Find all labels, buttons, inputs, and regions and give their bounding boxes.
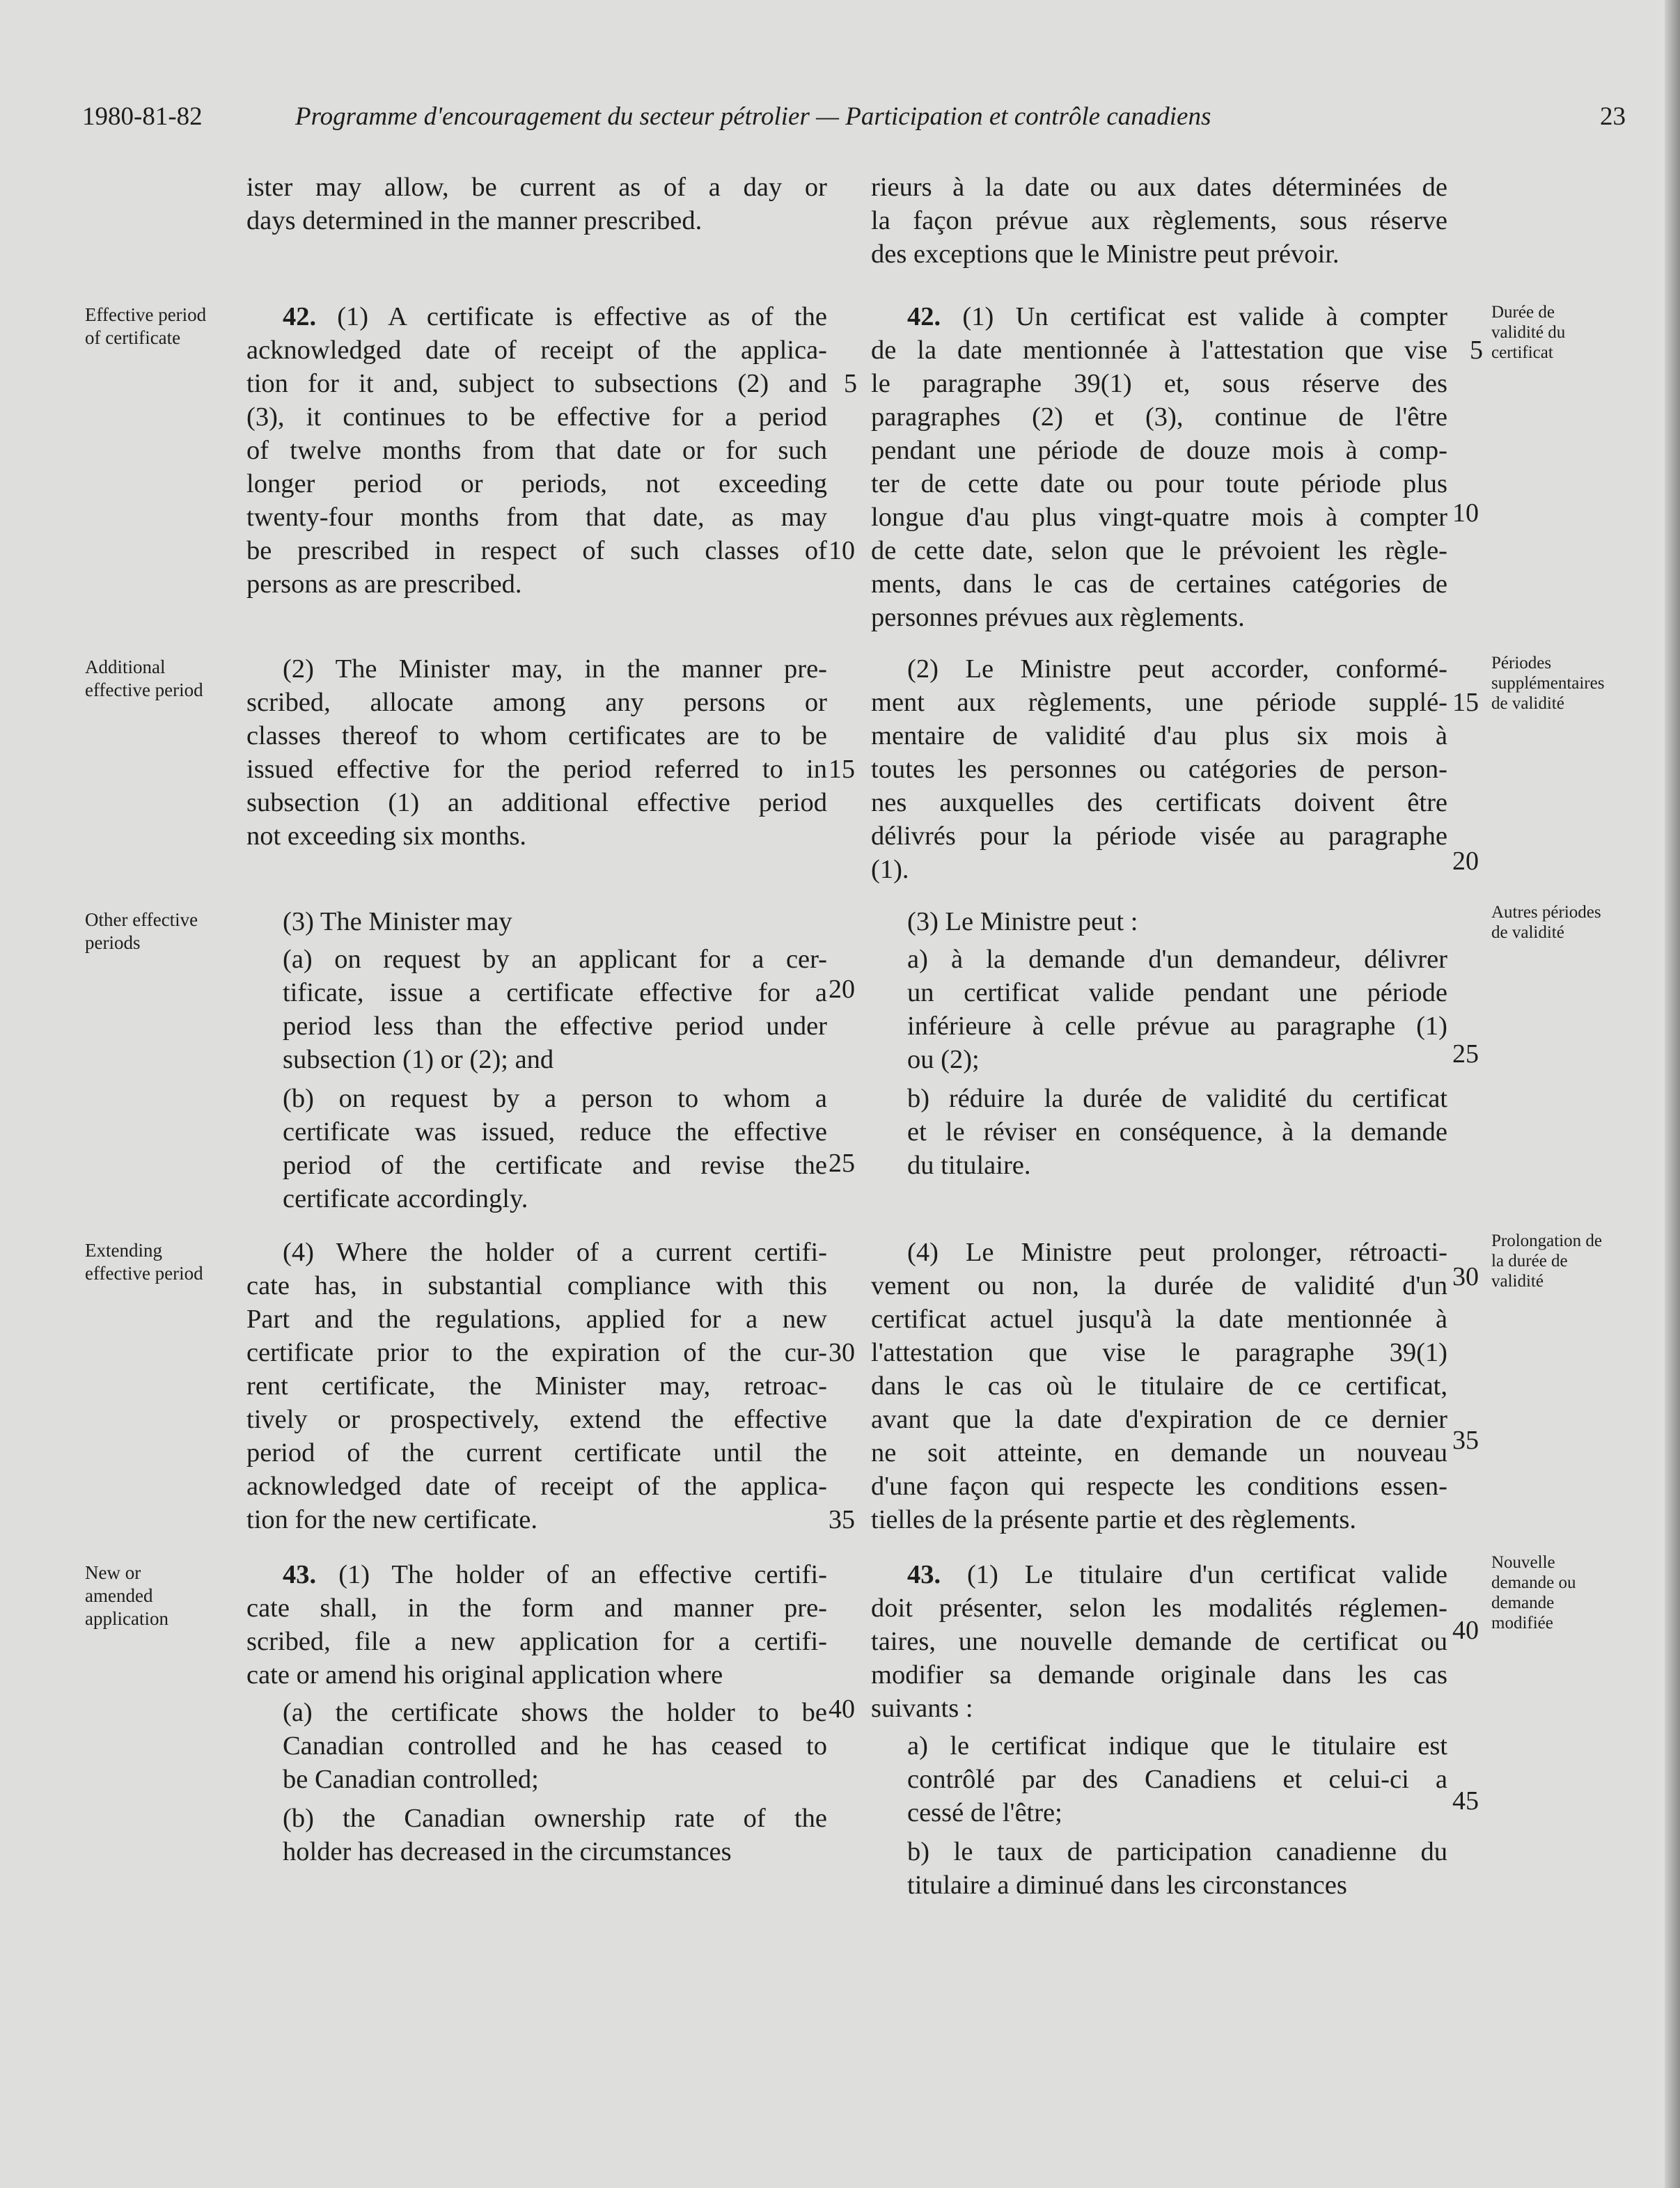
text-line: tion for the new certificate.: [246, 1505, 537, 1534]
text-line: persons as are prescribed.: [246, 569, 522, 599]
text-line: pendant une période de douze mois à comp-: [871, 436, 1447, 465]
text-line: [871, 1558, 1447, 1591]
line-number: 5: [844, 369, 857, 398]
line-number: 10: [1452, 498, 1479, 528]
line-number: 45: [1452, 1786, 1479, 1816]
note-line: Effective period: [85, 304, 207, 325]
text-span: (1) Le titulaire d'un certificat valide: [966, 1560, 1448, 1589]
line-number: 40: [1452, 1616, 1479, 1645]
line-number: 40: [829, 1694, 855, 1724]
fr-paragraph-b: [871, 1082, 1447, 1182]
en-section-43-1: [246, 1558, 827, 1868]
text-line: (a) on request by an applicant for a cer-: [283, 945, 827, 974]
text-line: tificate, issue a certificate effective for a: [283, 978, 827, 1007]
text-line: period of the certificate and revise the: [283, 1151, 827, 1180]
line-number: 30: [1452, 1262, 1479, 1291]
text-line: (3), it continues to be effective for a period: [246, 402, 827, 432]
text-line: of twelve months from that date or for such: [246, 436, 827, 465]
note-line: Nouvelle: [1491, 1553, 1555, 1572]
text-line: cate has, in substantial compliance with this: [246, 1271, 827, 1300]
text-line: délivrés pour la période visée au paragraphe: [871, 821, 1447, 851]
line-number: 20: [829, 975, 855, 1004]
note-line: application: [85, 1608, 168, 1629]
text-line: tively or prospectively, extend the effective: [246, 1405, 827, 1434]
note-line: Périodes: [1491, 654, 1552, 672]
text-line: de la date mentionnée à l'attestation que vise: [871, 336, 1447, 365]
text-line: a) à la demande d'un demandeur, délivrer: [907, 945, 1447, 974]
text-line: period less than the effective period under: [283, 1012, 827, 1041]
text-line: modifier sa demande originale dans les cas: [871, 1660, 1447, 1690]
en-section-42-4: [246, 1236, 827, 1536]
text-line: b) le taux de participation canadienne du: [907, 1837, 1447, 1866]
note-line: demande: [1491, 1593, 1555, 1612]
text-line: longer period or periods, not exceeding: [246, 469, 827, 498]
note-line: supplémentaires: [1491, 674, 1605, 693]
en-paragraph-a: [246, 1696, 827, 1796]
note-line: effective period: [85, 679, 203, 700]
note-line: effective period: [85, 1263, 203, 1284]
text-line: cate or amend his original application where: [246, 1660, 723, 1690]
text-line: certificate accordingly.: [283, 1184, 528, 1213]
text-span: (1) A certificate is effective as of the: [337, 302, 827, 331]
fr-section-42-4: [871, 1236, 1447, 1536]
text-line: rent certificate, the Minister may, retroac-: [246, 1371, 827, 1401]
text-line: titulaire a diminué dans les circonstances: [907, 1871, 1347, 1900]
text-line: not exceeding six months.: [246, 821, 527, 851]
line-number: 25: [829, 1149, 855, 1178]
text-line: ments, dans le cas de certaines catégories de: [871, 569, 1447, 599]
text-line: certificat actuel jusqu'à la date mentionnée à: [871, 1305, 1447, 1334]
marginal-note-en: [85, 656, 238, 702]
text-line: cessé de l'être;: [907, 1798, 1062, 1827]
marginal-note-fr: [1491, 653, 1638, 714]
text-line: (3) Le Ministre peut :: [907, 907, 1138, 936]
text-line: a) le certificat indique que le titulaire est: [907, 1731, 1447, 1761]
text-line: be Canadian controlled;: [283, 1765, 539, 1794]
text-line: mentaire de validité d'au plus six mois à: [871, 721, 1447, 750]
note-line: de validité: [1491, 694, 1564, 713]
text-line: (b) on request by a person to whom a: [283, 1084, 827, 1113]
running-header: [0, 102, 1680, 143]
text-line: be prescribed in respect of such classes of: [246, 536, 827, 565]
section-number: 43.: [907, 1560, 941, 1589]
en-continuation: [246, 171, 827, 237]
marginal-note-fr: [1491, 1231, 1638, 1291]
marginal-note-fr: [1491, 902, 1638, 943]
text-line: certificate prior to the expiration of the cur-: [246, 1338, 827, 1367]
text-line: le paragraphe 39(1) et, sous réserve des: [871, 369, 1447, 398]
header-title: Programme d'encouragement du secteur pétrolier — Participation et contrôle canadiens: [295, 102, 1211, 131]
text-line: ment aux règlements, une période supplé-: [871, 688, 1447, 717]
text-line: tion for it and, subject to subsections (2) and: [246, 369, 827, 398]
text-line: acknowledged date of receipt of the applica-: [246, 1472, 827, 1501]
note-line: la durée de: [1491, 1252, 1568, 1270]
line-number: 15: [1452, 688, 1479, 717]
text-line: inférieure à celle prévue au paragraphe (1): [907, 1012, 1447, 1041]
text-line: avant que la date d'expiration de ce dernier: [871, 1405, 1447, 1434]
note-line: amended: [85, 1585, 153, 1606]
text-line: paragraphes (2) et (3), continue de l'être: [871, 402, 1447, 432]
text-line: d'une façon qui respecte les conditions essen-: [871, 1472, 1447, 1501]
section-number: 42.: [907, 302, 941, 331]
text-line: (3) The Minister may: [283, 907, 512, 936]
note-line: validité: [1491, 1272, 1544, 1291]
note-line: Durée de: [1491, 303, 1555, 322]
text-line: (2) The Minister may, in the manner pre-: [283, 654, 827, 684]
text-line: personnes prévues aux règlements.: [871, 603, 1245, 632]
section-number: 42.: [283, 302, 317, 331]
note-line: Autres périodes: [1491, 903, 1601, 922]
line-number: 5: [1470, 336, 1483, 365]
text-line: doit présenter, selon les modalités réglemen-: [871, 1593, 1447, 1623]
line-number: 10: [829, 536, 855, 565]
text-line: acknowledged date of receipt of the applica-: [246, 336, 827, 365]
note-line: of certificate: [85, 327, 181, 348]
text-line: toutes les personnes ou catégories de person-: [871, 755, 1447, 784]
header-year: 1980-81-82: [82, 102, 203, 131]
text-line: tielles de la présente partie et des règlements.: [871, 1505, 1356, 1534]
text-line: (1).: [871, 855, 909, 884]
line-number: 35: [1452, 1426, 1479, 1455]
marginal-note-en: [85, 1561, 238, 1630]
text-line: (a) the certificate shows the holder to be: [283, 1698, 827, 1727]
text-line: la façon prévue aux règlements, sous réserve: [871, 206, 1447, 235]
text-line: subsection (1) an additional effective period: [246, 788, 827, 817]
text-line: de cette date, selon que le prévoient les règle-: [871, 536, 1447, 565]
text-line: (b) the Canadian ownership rate of the: [283, 1804, 827, 1833]
text-line: rieurs à la date ou aux dates déterminées de: [871, 173, 1447, 202]
text-line: Canadian controlled and he has ceased to: [283, 1731, 827, 1761]
text-line: twenty-four months from that date, as may: [246, 503, 827, 532]
en-paragraph-a: [246, 943, 827, 1076]
marginal-note-fr: [1491, 302, 1638, 363]
note-line: Other effective: [85, 909, 198, 930]
text-line: [246, 300, 827, 333]
text-line: scribed, allocate among any persons or: [246, 688, 827, 717]
note-line: Prolongation de: [1491, 1231, 1603, 1250]
en-section-42-3: [246, 905, 827, 1215]
text-line: holder has decreased in the circumstances: [283, 1837, 732, 1866]
fr-continuation: [871, 171, 1447, 271]
note-line: demande ou: [1491, 1573, 1576, 1592]
line-number: 20: [1452, 847, 1479, 876]
marginal-note-en: [85, 908, 238, 954]
en-section-42-2: [246, 652, 827, 853]
note-line: de validité: [1491, 923, 1564, 942]
fr-paragraph-b: [871, 1835, 1447, 1902]
note-line: certificat: [1491, 343, 1553, 362]
en-section-42-1: [246, 300, 827, 601]
text-line: subsection (1) or (2); and: [283, 1045, 554, 1074]
text-span: (1) Un certificat est valide à compter: [962, 302, 1447, 331]
fr-paragraph-a: [871, 943, 1447, 1076]
fr-section-42-2: [871, 652, 1447, 886]
text-line: contrôlé par des Canadiens et celui-ci a: [907, 1765, 1447, 1794]
fr-section-43-1: [871, 1558, 1447, 1902]
page-number: 23: [1600, 102, 1626, 131]
text-line: classes thereof to whom certificates are to be: [246, 721, 827, 750]
marginal-note-fr: [1491, 1552, 1638, 1633]
note-line: validité du: [1491, 323, 1566, 342]
text-span: (1) The holder of an effective certifi-: [338, 1560, 827, 1589]
note-line: Extending: [85, 1240, 162, 1261]
text-line: ou (2);: [907, 1045, 980, 1074]
text-line: longue d'au plus vingt-quatre mois à compter: [871, 503, 1447, 532]
text-line: Part and the regulations, applied for a new: [246, 1305, 827, 1334]
text-line: (4) Where the holder of a current certifi-: [283, 1238, 827, 1267]
text-line: period of the current certificate until the: [246, 1438, 827, 1467]
note-line: Additional: [85, 656, 166, 677]
line-number: 35: [829, 1505, 855, 1534]
note-line: periods: [85, 932, 141, 953]
text-line: ter de cette date ou pour toute période plus: [871, 469, 1447, 498]
text-line: nes auxquelles des certificats doivent être: [871, 788, 1447, 817]
text-line: et le réviser en conséquence, à la demande: [907, 1117, 1447, 1147]
fr-section-42-1: [871, 300, 1447, 634]
fr-paragraph-a: [871, 1729, 1447, 1829]
text-line: suivants :: [871, 1694, 973, 1723]
en-paragraph-b: [246, 1802, 827, 1868]
text-line: cate shall, in the form and manner pre-: [246, 1593, 827, 1623]
text-line: certificate was issued, reduce the effective: [283, 1117, 827, 1147]
marginal-note-en: [85, 1239, 238, 1285]
note-line: modifiée: [1491, 1614, 1553, 1632]
text-line: ister may allow, be current as of a day or: [246, 173, 827, 202]
line-number: 30: [829, 1338, 855, 1367]
text-line: scribed, file a new application for a certifi-: [246, 1627, 827, 1656]
text-line: dans le cas où le titulaire de ce certificat,: [871, 1371, 1447, 1401]
page-edge-shadow: [1665, 0, 1680, 2188]
text-line: un certificat valide pendant une période: [907, 978, 1447, 1007]
text-line: [246, 1558, 827, 1591]
line-number: 25: [1452, 1039, 1479, 1069]
en-paragraph-b: [246, 1082, 827, 1215]
fr-section-42-3: [871, 905, 1447, 1182]
text-line: b) réduire la durée de validité du certificat: [907, 1084, 1447, 1113]
line-number: 15: [829, 755, 855, 784]
section-number: 43.: [283, 1560, 317, 1589]
text-line: ne soit atteinte, en demande un nouveau: [871, 1438, 1447, 1467]
text-line: du titulaire.: [907, 1151, 1031, 1180]
text-line: [871, 300, 1447, 333]
text-line: (4) Le Ministre peut prolonger, rétroacti-: [907, 1238, 1447, 1267]
text-line: l'attestation que vise le paragraphe 39(1): [871, 1338, 1447, 1367]
text-line: issued effective for the period referred to in: [246, 755, 827, 784]
text-line: days determined in the manner prescribed.: [246, 206, 702, 235]
text-line: (2) Le Ministre peut accorder, conformé-: [907, 654, 1447, 684]
note-line: New or: [85, 1562, 141, 1583]
marginal-note-en: [85, 304, 238, 349]
text-line: taires, une nouvelle demande de certificat ou: [871, 1627, 1447, 1656]
text-line: vement ou non, la durée de validité d'un: [871, 1271, 1447, 1300]
text-line: des exceptions que le Ministre peut prévoir.: [871, 239, 1340, 269]
